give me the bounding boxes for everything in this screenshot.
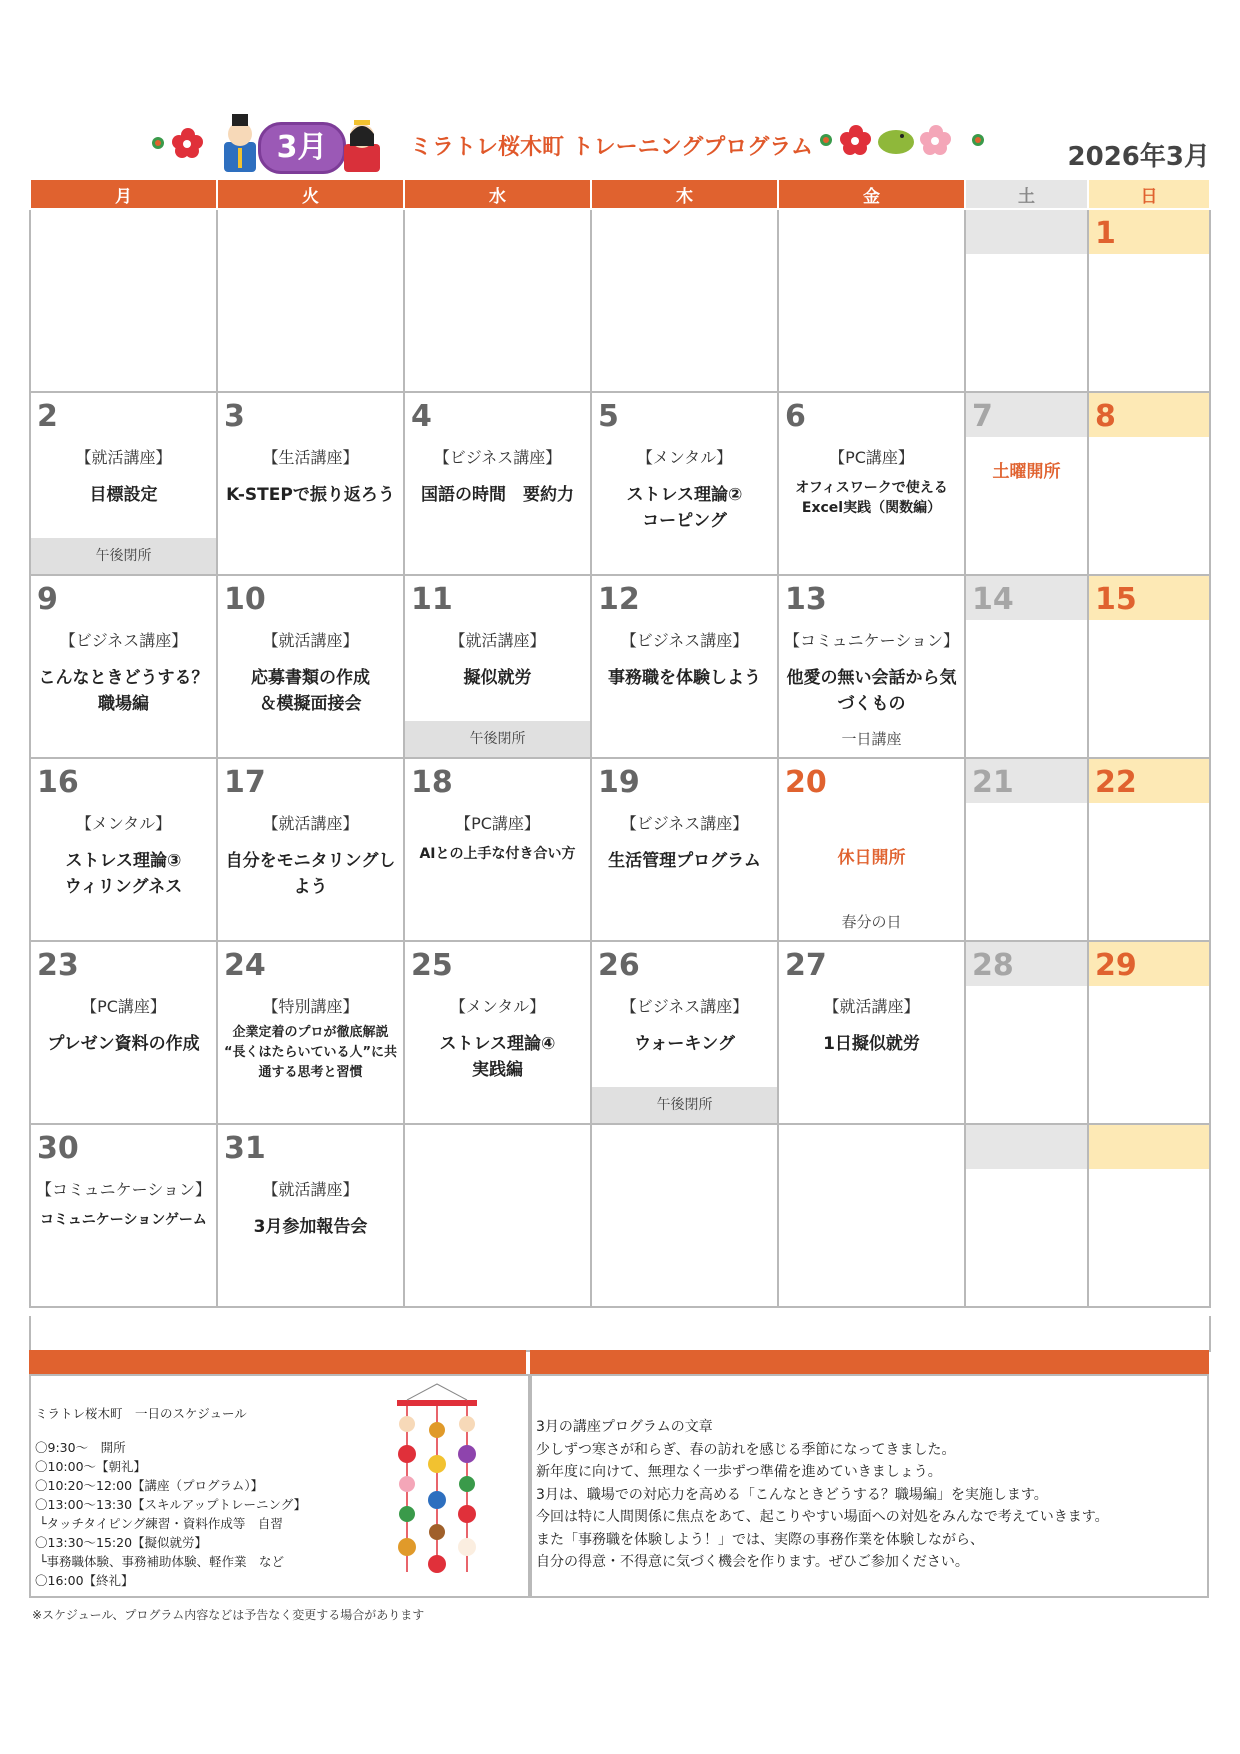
calendar-week-row <box>30 575 1210 758</box>
day-number: 13 <box>785 582 827 617</box>
saturday-band <box>966 942 1087 986</box>
program-category: 【就活講座】 <box>262 1180 359 1199</box>
schedule-line: 〇13:00～13:30【スキルアップトレーニング】 <box>35 1497 307 1512</box>
calendar-day-cell <box>1088 941 1210 1124</box>
calendar-day-cell <box>965 392 1088 575</box>
day-number: 10 <box>224 582 266 617</box>
calendar-day-cell <box>591 758 778 941</box>
calendar-day-cell <box>965 1124 1088 1307</box>
year-month-label: 2026年3月 <box>1067 142 1210 172</box>
program-category: 【メンタル】 <box>449 997 546 1016</box>
day-number <box>405 1125 590 1169</box>
sunday-band <box>1089 942 1209 986</box>
weekday-wed: 水 <box>404 179 591 209</box>
saturday-band <box>966 1125 1087 1169</box>
day-number <box>966 1125 1087 1169</box>
calendar-week-row <box>30 1124 1210 1307</box>
program-title: 応募書類の作成 ＆模擬面接会 <box>251 668 370 714</box>
day-number: 11 <box>411 582 453 617</box>
program-title: こんなときどうする？ 職場編 <box>38 668 209 714</box>
special-opening-label: 土曜開所 <box>992 462 1061 482</box>
calendar-day-cell <box>965 575 1088 758</box>
schedule-title: ミラトレ桜木町 一日のスケジュール <box>35 1406 247 1421</box>
calendar-day-cell <box>217 758 404 941</box>
program-category: 【ビジネス講座】 <box>433 448 562 467</box>
day-number: 23 <box>37 948 79 983</box>
day-number: 14 <box>972 582 1014 617</box>
special-opening-label: 休日開所 <box>837 848 906 868</box>
calendar-day-cell <box>965 209 1088 392</box>
calendar-day-cell <box>217 575 404 758</box>
program-category: 【就活講座】 <box>823 997 920 1016</box>
weekday-sun: 日 <box>1088 179 1210 209</box>
hina-doll-female-icon <box>340 116 384 174</box>
program-category: 【メンタル】 <box>636 448 733 467</box>
day-number: 20 <box>785 765 827 800</box>
schedule-header-bar <box>29 1350 526 1374</box>
calendar-day-cell <box>217 941 404 1124</box>
day-number: 6 <box>785 399 806 434</box>
weekday-mon: 月 <box>30 179 217 209</box>
message-line: 3月の講座プログラムの文章 <box>536 1419 713 1435</box>
calendar-day-cell <box>1088 209 1210 392</box>
program-title: 1日擬似就労 <box>823 1034 920 1054</box>
weekday-header-row <box>30 179 1210 209</box>
program-title: 事務職を体験しよう <box>608 668 761 688</box>
calendar-week-row <box>30 758 1210 941</box>
calendar-day-cell <box>591 575 778 758</box>
weekday-sat: 土 <box>965 179 1088 209</box>
schedule-line: 〇9:30～ 開所 <box>35 1440 126 1455</box>
program-title: K-STEPで振り返ろう <box>226 485 395 505</box>
calendar-week-row <box>30 392 1210 575</box>
message-header-bar <box>530 1350 1209 1374</box>
message-line: 少しずつ寒さが和らぎ、春の訪れを感じる季節になってきました。 <box>536 1441 956 1458</box>
program-category: 【PC講座】 <box>455 814 540 833</box>
calendar-day-cell <box>30 209 217 392</box>
day-number: 27 <box>785 948 827 983</box>
program-title: 3月参加報告会 <box>253 1217 368 1237</box>
day-note: 午後閉所 <box>405 721 590 757</box>
program-category: 【就活講座】 <box>262 631 359 650</box>
calendar-day-cell <box>1088 758 1210 941</box>
calendar-day-cell <box>30 1124 217 1307</box>
calendar-day-cell <box>404 209 591 392</box>
day-number: 18 <box>411 765 453 800</box>
day-number: 16 <box>37 765 79 800</box>
hanging-ornament-icon <box>393 1382 481 1592</box>
day-number: 12 <box>598 582 640 617</box>
day-number: 2 <box>37 399 58 434</box>
page-title: ミラトレ桜木町 トレーニングプログラム <box>410 135 814 160</box>
calendar-day-cell <box>778 941 965 1124</box>
calendar-day-cell <box>30 941 217 1124</box>
program-title: 擬似就労 <box>463 668 532 688</box>
day-number <box>218 210 403 254</box>
month-badge: 3月 <box>258 122 346 174</box>
calendar-day-cell <box>591 209 778 392</box>
day-number <box>779 210 964 254</box>
day-number: 7 <box>972 399 993 434</box>
program-category: 【ビジネス講座】 <box>59 631 188 650</box>
message-line: 新年度に向けて、無理なく一歩ずつ準備を進めていきましょう。 <box>536 1464 942 1480</box>
program-category: 【PC講座】 <box>81 997 166 1016</box>
calendar-day-cell <box>217 1124 404 1307</box>
day-note: 午後閉所 <box>592 1087 777 1123</box>
program-title: 生活管理プログラム <box>608 851 761 871</box>
program-category: 【コミュニケーション】 <box>783 631 960 650</box>
calendar-day-cell <box>1088 575 1210 758</box>
calendar-day-cell <box>965 941 1088 1124</box>
day-number <box>592 1125 777 1169</box>
program-title: コミュニケーションゲーム <box>40 1212 207 1228</box>
calendar-day-cell <box>404 758 591 941</box>
calendar-day-cell <box>404 941 591 1124</box>
program-title: オフィスワークで使える Excel実践（関数編） <box>795 480 948 516</box>
day-number: 26 <box>598 948 640 983</box>
calendar-day-cell <box>778 758 965 941</box>
day-number: 4 <box>411 399 432 434</box>
program-category: 【PC講座】 <box>829 448 914 467</box>
calendar-spacer-row <box>29 1316 1211 1352</box>
calendar-day-cell <box>591 941 778 1124</box>
weekday-tue: 火 <box>217 179 404 209</box>
sunday-band <box>1089 393 1209 437</box>
message-line: また「事務職を体験しよう！」では、実際の事務作業を体験しながら、 <box>536 1531 984 1548</box>
hina-doll-male-icon <box>218 112 262 174</box>
page-header <box>0 0 1240 190</box>
day-number <box>779 1125 964 1169</box>
program-message <box>532 1376 1207 1574</box>
day-number: 1 <box>1095 216 1116 251</box>
calendar-day-cell <box>30 392 217 575</box>
calendar-day-cell <box>217 209 404 392</box>
schedule-line: └タッチタイピング練習・資料作成等 自習 <box>35 1516 283 1531</box>
calendar-day-cell <box>591 1124 778 1307</box>
day-number: 15 <box>1095 582 1137 617</box>
program-title: 自分をモニタリングしよう <box>225 851 396 897</box>
day-number: 31 <box>224 1131 266 1166</box>
program-title: プレゼン資料の作成 <box>47 1034 200 1054</box>
program-message-box <box>530 1374 1209 1598</box>
day-number: 17 <box>224 765 266 800</box>
program-title: ストレス理論④ 実践編 <box>439 1034 556 1080</box>
calendar-day-cell <box>404 1124 591 1307</box>
calendar-day-cell <box>404 575 591 758</box>
day-number: 30 <box>37 1131 79 1166</box>
daily-schedule-box <box>29 1374 530 1598</box>
calendar-day-cell <box>1088 1124 1210 1307</box>
program-title: 目標設定 <box>89 485 158 505</box>
calendar-day-cell <box>778 209 965 392</box>
calendar-week-row <box>30 209 1210 392</box>
program-title: 企業定着のプロが徹底解説 “長くはたらいている人”に共 通する思考と習慣 <box>223 1025 398 1080</box>
program-category: 【ビジネス講座】 <box>620 997 749 1016</box>
saturday-band <box>966 759 1087 803</box>
program-category: 【メンタル】 <box>75 814 172 833</box>
sunday-band <box>1089 210 1209 254</box>
day-number: 24 <box>224 948 266 983</box>
day-note: 春分の日 <box>841 913 902 931</box>
sunday-band <box>1089 759 1209 803</box>
schedule-line: 〇10:20～12:00【講座（プログラム）】 <box>35 1478 264 1493</box>
day-number <box>592 210 777 254</box>
schedule-line: 〇16:00【終礼】 <box>35 1573 134 1588</box>
weekday-thu: 木 <box>591 179 778 209</box>
program-category: 【就活講座】 <box>262 814 359 833</box>
calendar-day-cell <box>778 1124 965 1307</box>
saturday-band <box>966 393 1087 437</box>
day-note: 午後閉所 <box>31 538 216 574</box>
day-note: 一日講座 <box>841 730 902 748</box>
calendar-day-cell <box>965 758 1088 941</box>
day-number: 22 <box>1095 765 1137 800</box>
day-number: 8 <box>1095 399 1116 434</box>
calendar-day-cell <box>778 392 965 575</box>
calendar-day-cell <box>30 575 217 758</box>
calendar-day-cell <box>217 392 404 575</box>
calendar-day-cell <box>404 392 591 575</box>
day-number: 25 <box>411 948 453 983</box>
program-category: 【生活講座】 <box>262 448 359 467</box>
day-number <box>31 210 216 254</box>
day-number: 9 <box>37 582 58 617</box>
sunday-band <box>1089 576 1209 620</box>
info-section <box>29 1350 1209 1606</box>
program-title: 国語の時間 要約力 <box>421 485 574 505</box>
schedule-line: 〇10:00～【朝礼】 <box>35 1459 147 1474</box>
calendar-week-row <box>30 941 1210 1124</box>
day-number <box>1089 1125 1209 1169</box>
program-title: ストレス理論② コーピング <box>626 485 743 531</box>
day-number: 19 <box>598 765 640 800</box>
saturday-band <box>966 210 1087 254</box>
program-category: 【就活講座】 <box>75 448 172 467</box>
monthly-calendar <box>29 178 1211 1308</box>
weekday-fri: 金 <box>778 179 965 209</box>
program-category: 【ビジネス講座】 <box>620 631 749 650</box>
program-title: AIとの上手な付き合い方 <box>419 846 576 862</box>
message-line: 3月は、職場での対応力を高める「こんなときどうする？職場編」を実施します。 <box>536 1486 1048 1503</box>
calendar-day-cell <box>778 575 965 758</box>
program-category: 【ビジネス講座】 <box>620 814 749 833</box>
message-line: 今回は特に人間関係に焦点をあて、起こりやすい場面への対処をみんなで考えていきます。 <box>536 1509 1109 1525</box>
message-line: 自分の得意・不得意に気づく機会を作ります。ぜひご参加ください。 <box>536 1554 969 1570</box>
plum-blossom-decoration-icon <box>150 128 210 158</box>
day-number: 21 <box>972 765 1014 800</box>
program-title: ウォーキング <box>634 1034 735 1054</box>
calendar-day-cell <box>1088 392 1210 575</box>
program-category: 【特別講座】 <box>262 997 359 1016</box>
program-category: 【コミュニケーション】 <box>35 1180 212 1199</box>
footnote: ※スケジュール、プログラム内容などは予告なく変更する場合があります <box>32 1608 425 1622</box>
day-number <box>405 210 590 254</box>
day-number: 29 <box>1095 948 1137 983</box>
day-number: 28 <box>972 948 1014 983</box>
calendar-day-cell <box>591 392 778 575</box>
saturday-band <box>966 576 1087 620</box>
program-title: 他愛の無い会話から気 づくもの <box>786 668 957 714</box>
day-number: 3 <box>224 399 245 434</box>
day-number: 5 <box>598 399 619 434</box>
schedule-line: └事務職体験、事務補助体験、軽作業 など <box>35 1554 284 1569</box>
day-number <box>966 210 1087 254</box>
sunday-band <box>1089 1125 1209 1169</box>
program-category: 【就活講座】 <box>449 631 546 650</box>
program-title: ストレス理論③ ウィリングネス <box>64 851 183 897</box>
calendar-day-cell <box>30 758 217 941</box>
schedule-line: 〇13:30～15:20【擬似就労】 <box>35 1535 208 1550</box>
plum-and-bird-decoration-icon <box>818 122 993 158</box>
